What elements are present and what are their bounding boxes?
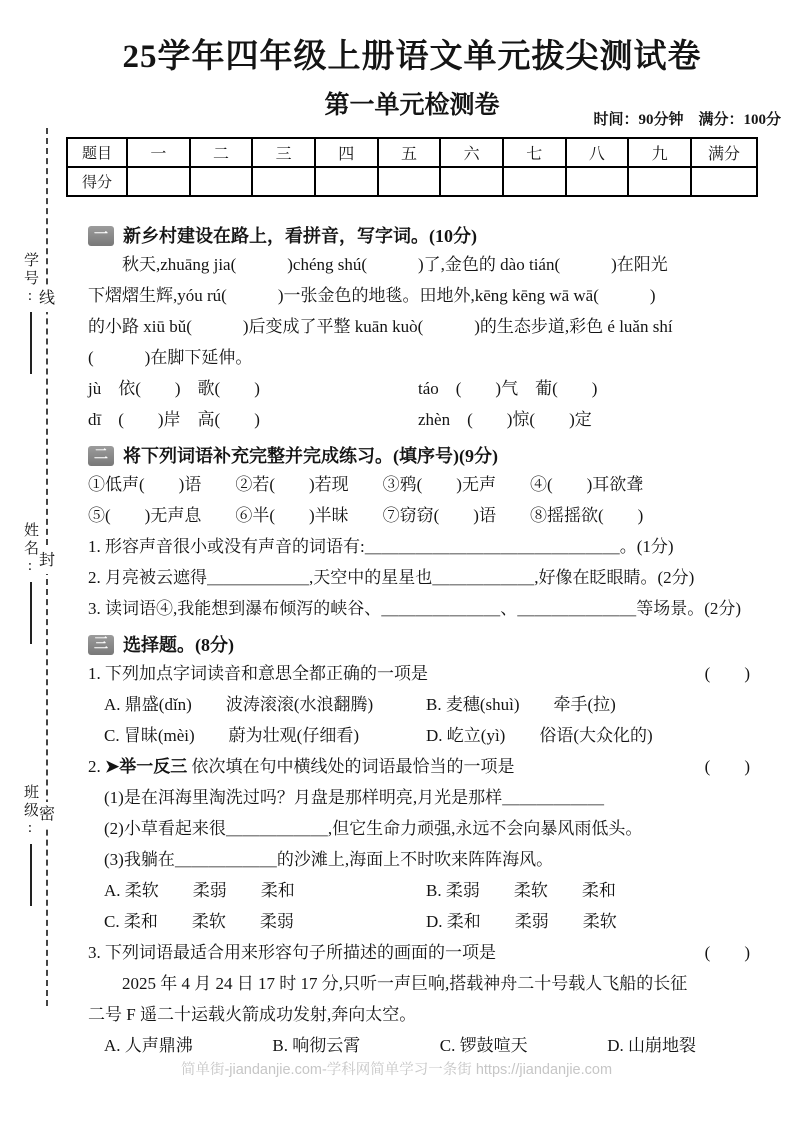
sub-item-line: (1)是在洱海里淘洗过吗？月盘是那样明亮,月光是那样＿＿＿＿＿＿ [104,788,605,807]
sub-item-line: (2)小草看起来很＿＿＿＿＿＿,但它生命力顽强,永远不会向暴风雨低头。 [104,819,643,838]
section2-marker: 二 [88,446,114,466]
word-group: táo ( )气 葡( ) [418,379,598,398]
option: A. 柔软 柔弱 柔和 [104,881,295,900]
score-cell-empty [566,167,629,196]
word-group: zhèn ( )惊( )定 [418,410,592,429]
score-table-question-label: 题目 [67,138,127,167]
score-cell-empty [190,167,253,196]
unit-title: 第一单元检测卷 [324,92,500,119]
watermark-footer: 简单街-jiandanjie.com-学科网简单学习一条街 https://jiandanjie.com [180,1062,613,1078]
option: C. 冒昧(mèi) 蔚为壮观(仔细看) [104,726,359,745]
score-col: 九 [628,138,691,167]
score-col: 四 [315,138,378,167]
question-number: 2. [88,757,105,776]
passage-line: 二号 F 遥二十运载火箭成功发射,奔向太空。 [88,1005,417,1024]
text-line: 下熠熠生辉,yóu rú( )一张金色的地毯。田地外,kēng kēng wā wā( ) [88,286,656,305]
option-row [88,720,750,751]
section1-marker: 一 [88,226,114,246]
score-col: 一 [127,138,190,167]
score-col: 五 [378,138,441,167]
option-row [88,1030,696,1061]
score-table [66,137,758,197]
stem-text: 3. 下列词语最适合用来形容句子所描述的画面的一项是 [88,943,496,962]
idiom-line: ⑤( )无声息 ⑥半( )半昧 ⑦窃窃( )语 ⑧摇摇欲( ) [88,506,644,525]
text-line: ( )在脚下延伸。 [88,348,253,367]
time-score-info: 时间：90分钟 满分：100分 [593,112,781,128]
section2-heading [88,443,750,469]
score-col: 二 [190,138,253,167]
score-cell-empty [127,167,190,196]
answer-blank: ( ) [704,664,750,683]
question-line: 1. 形容声音很小或没有声音的词语有:＿＿＿＿＿＿＿＿＿＿＿＿＿＿＿。(1分) [88,537,674,556]
score-table-header-row [67,138,757,167]
question-line: 2. 月亮被云遮得＿＿＿＿＿＿,天空中的星星也＿＿＿＿＿＿,好像在眨眼睛。(2分) [88,568,695,587]
section1-title: 新乡村建设在路上，看拼音，写字词。(10分) [123,226,477,246]
option: B. 响彻云霄 [272,1036,361,1055]
stem-text [88,751,515,782]
passage-line: 2025 年 4 月 24 日 17 时 17 分,只听一声巨响,搭载神舟二十号载人飞船的长征 [122,974,688,993]
question-line: 3. 读词语④,我能想到瀑布倾泻的峡谷、＿＿＿＿＿＿＿、＿＿＿＿＿＿＿等场景。(2分) [88,599,742,618]
choice-question-stem [88,658,750,689]
paper-title: 25学年四年级上册语文单元拔尖测试卷 [122,39,702,75]
score-cell-empty [378,167,441,196]
score-col: 三 [252,138,315,167]
choice-question-stem [88,751,750,782]
score-col: 六 [440,138,503,167]
score-cell-empty [440,167,503,196]
student-id-field [20,252,41,374]
seal-char-mi: 密 [38,802,56,828]
option: D. 屹立(yì) 俗语(大众化的) [426,726,653,745]
option: A. 鼎盛(dǐn) 波涛滚滚(水浪翻腾) [104,695,374,714]
score-col: 七 [503,138,566,167]
option: B. 柔弱 柔软 柔和 [426,881,616,900]
stem-text: 1. 下列加点字词读音和意思全都正确的一项是 [88,664,428,683]
option: B. 麦穗(shuì) 牵手(拉) [426,695,616,714]
score-col-total: 满分 [691,138,757,167]
name-label: 姓名: [22,522,38,577]
option: A. 人声鼎沸 [104,1036,193,1055]
option-row [88,875,750,906]
section3-marker: 三 [88,635,114,655]
seal-char-feng: 封 [38,548,56,574]
option-row [88,689,750,720]
student-id-label: 学号: [22,252,38,307]
option: C. 柔和 柔软 柔弱 [104,912,294,931]
text-line: 秋天,zhuāng jia( )chéng shú( )了,金色的 dào tián( )在阳光 [122,255,668,274]
stem-rest: 依次填在句中横线处的词语最恰当的一项是 [187,757,515,776]
score-cell-empty [252,167,315,196]
score-col: 八 [566,138,629,167]
answer-blank: ( ) [704,943,750,962]
seal-char-line: 线 [38,286,56,312]
strategy-tag: ➤举一反三 [105,757,188,776]
score-table-score-row [67,167,757,196]
name-blank-line [30,582,32,644]
pinyin-word-row [88,404,750,435]
word-group: jù 依( ) 歌( ) [88,379,260,398]
section2-title: 将下列词语补充完整并完成练习。(填序号)(9分) [123,446,498,466]
word-group: dī ( )岸 高( ) [88,410,260,429]
seal-margin [0,0,64,1121]
option-row [88,906,750,937]
text-line: 的小路 xiū bǔ( )后变成了平整 kuān kuò( )的生态步道,彩色 é luǎn shí [88,317,673,336]
option: D. 柔和 柔弱 柔软 [426,912,617,931]
score-cell-empty [628,167,691,196]
answer-blank: ( ) [704,757,750,776]
paper-body [66,0,758,1061]
score-cell-empty [503,167,566,196]
option: C. 锣鼓喧天 [439,1036,528,1055]
section1-heading [88,223,750,249]
question-sections [66,223,758,1061]
choice-question-stem [88,937,750,968]
idiom-line: ①低声( )语 ②若( )若现 ③鸦( )无声 ④( )耳欲聋 [88,475,644,494]
sub-item-line: (3)我躺在＿＿＿＿＿＿的沙滩上,海面上不时吹来阵阵海风。 [104,850,554,869]
section3-heading [88,632,750,658]
score-cell-empty [691,167,757,196]
class-blank-line [30,844,32,906]
section3-title: 选择题。(8分) [123,635,234,655]
pinyin-word-row [88,373,750,404]
score-cell-empty [315,167,378,196]
option: D. 山崩地裂 [607,1036,696,1055]
score-table-score-label: 得分 [67,167,127,196]
class-label: 班级: [22,784,38,839]
name-field [20,522,41,644]
student-id-blank-line [30,312,32,374]
